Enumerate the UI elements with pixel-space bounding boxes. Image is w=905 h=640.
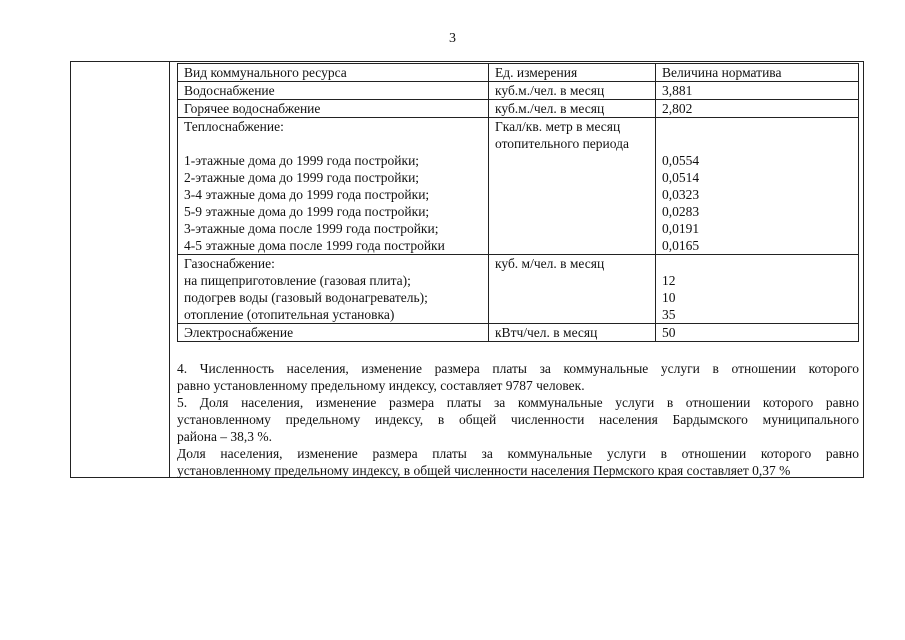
paragraph-line: равно установленному предельному индексу, составляет 9787 человек. xyxy=(177,378,585,393)
table-header-row xyxy=(178,64,859,82)
row-hot-water-unit: куб.м./чел. в месяц xyxy=(489,100,656,118)
gas-title: Газоснабжение: xyxy=(184,256,275,271)
heat-label: 1-этажные дома до 1999 года постройки; xyxy=(184,153,420,168)
row-heat-unit xyxy=(489,118,656,255)
row-electricity-resource: Электроснабжение xyxy=(178,324,489,342)
heat-label: 3-4 этажные дома до 1999 года постройки; xyxy=(184,187,430,202)
row-electricity-value: 50 xyxy=(656,324,859,342)
heat-value: 0,0191 xyxy=(662,221,700,236)
heat-value: 0,0323 xyxy=(662,187,700,202)
row-electricity-unit: кВтч/чел. в месяц xyxy=(489,324,656,342)
frame-divider xyxy=(169,62,170,477)
paragraph-line: района – 38,3 %. xyxy=(177,429,273,444)
paragraph-line: Доля населения, изменение размера платы за коммунальные услуги в отношении которого равно xyxy=(177,446,859,461)
table-row xyxy=(178,82,859,100)
header-resource: Вид коммунального ресурса xyxy=(178,64,489,82)
spacer xyxy=(184,135,488,152)
row-heat-values xyxy=(656,118,859,255)
table-row xyxy=(178,100,859,118)
gas-label: на пищеприготовление (газовая плита); xyxy=(184,273,411,288)
page-number: 3 xyxy=(449,31,456,46)
gas-value: 12 xyxy=(662,273,676,288)
paragraph-population-share-region xyxy=(177,445,859,479)
paragraph-population-share-district xyxy=(177,394,859,445)
row-water-unit: куб.м./чел. в месяц xyxy=(489,82,656,100)
header-value: Величина норматива xyxy=(656,64,859,82)
gas-label: отопление (отопительная установка) xyxy=(184,307,395,322)
gas-value: 10 xyxy=(662,290,676,305)
utility-norms-table xyxy=(177,63,859,342)
row-gas-unit xyxy=(489,255,656,324)
row-water-value: 3,881 xyxy=(656,82,859,100)
spacer xyxy=(662,118,858,135)
row-water-resource: Водоснабжение xyxy=(178,82,489,100)
heat-unit-line: отопительного периода xyxy=(495,136,629,151)
heat-label: 3-этажные дома после 1999 года постройки; xyxy=(184,221,439,236)
heat-value: 0,0514 xyxy=(662,170,700,185)
gas-value: 35 xyxy=(662,307,676,322)
paragraph-line: установленному предельному индексу, в общей численности населения Пермского края составляет 0,37 % xyxy=(177,463,791,478)
table-row-gas xyxy=(178,255,859,324)
table-row-heat xyxy=(178,118,859,255)
document-frame xyxy=(70,61,864,478)
row-heat-resource xyxy=(178,118,489,255)
paragraph-population-count xyxy=(177,360,859,394)
spacer xyxy=(662,135,858,152)
row-hot-water-value: 2,802 xyxy=(656,100,859,118)
heat-unit-line: Гкал/кв. метр в месяц xyxy=(495,119,621,134)
heat-value: 0,0165 xyxy=(662,238,700,253)
gas-unit: куб. м/чел. в месяц xyxy=(495,256,605,271)
heat-value: 0,0283 xyxy=(662,204,700,219)
heat-value: 0,0554 xyxy=(662,153,700,168)
paragraph-line: 4. Численность населения, изменение размера платы за коммунальные услуги в отношении которого xyxy=(177,361,859,376)
row-hot-water-resource: Горячее водоснабжение xyxy=(178,100,489,118)
heat-label: 5-9 этажные дома до 1999 года постройки; xyxy=(184,204,430,219)
paragraph-line: 5. Доля населения, изменение размера платы за коммунальные услуги в отношении которого равно xyxy=(177,395,859,410)
row-gas-values xyxy=(656,255,859,324)
heat-label: 2-этажные дома до 1999 года постройки; xyxy=(184,170,420,185)
row-gas-resource xyxy=(178,255,489,324)
heat-label: 4-5 этажные дома после 1999 года постройки xyxy=(184,238,445,253)
paragraph-line: установленному предельному индексу, в общей численности населения Бардымского муниципального xyxy=(177,412,859,427)
heat-title: Теплоснабжение: xyxy=(184,119,284,134)
table-row xyxy=(178,324,859,342)
header-unit: Ед. измерения xyxy=(489,64,656,82)
gas-label: подогрев воды (газовый водонагреватель); xyxy=(184,290,428,305)
spacer xyxy=(662,255,858,272)
